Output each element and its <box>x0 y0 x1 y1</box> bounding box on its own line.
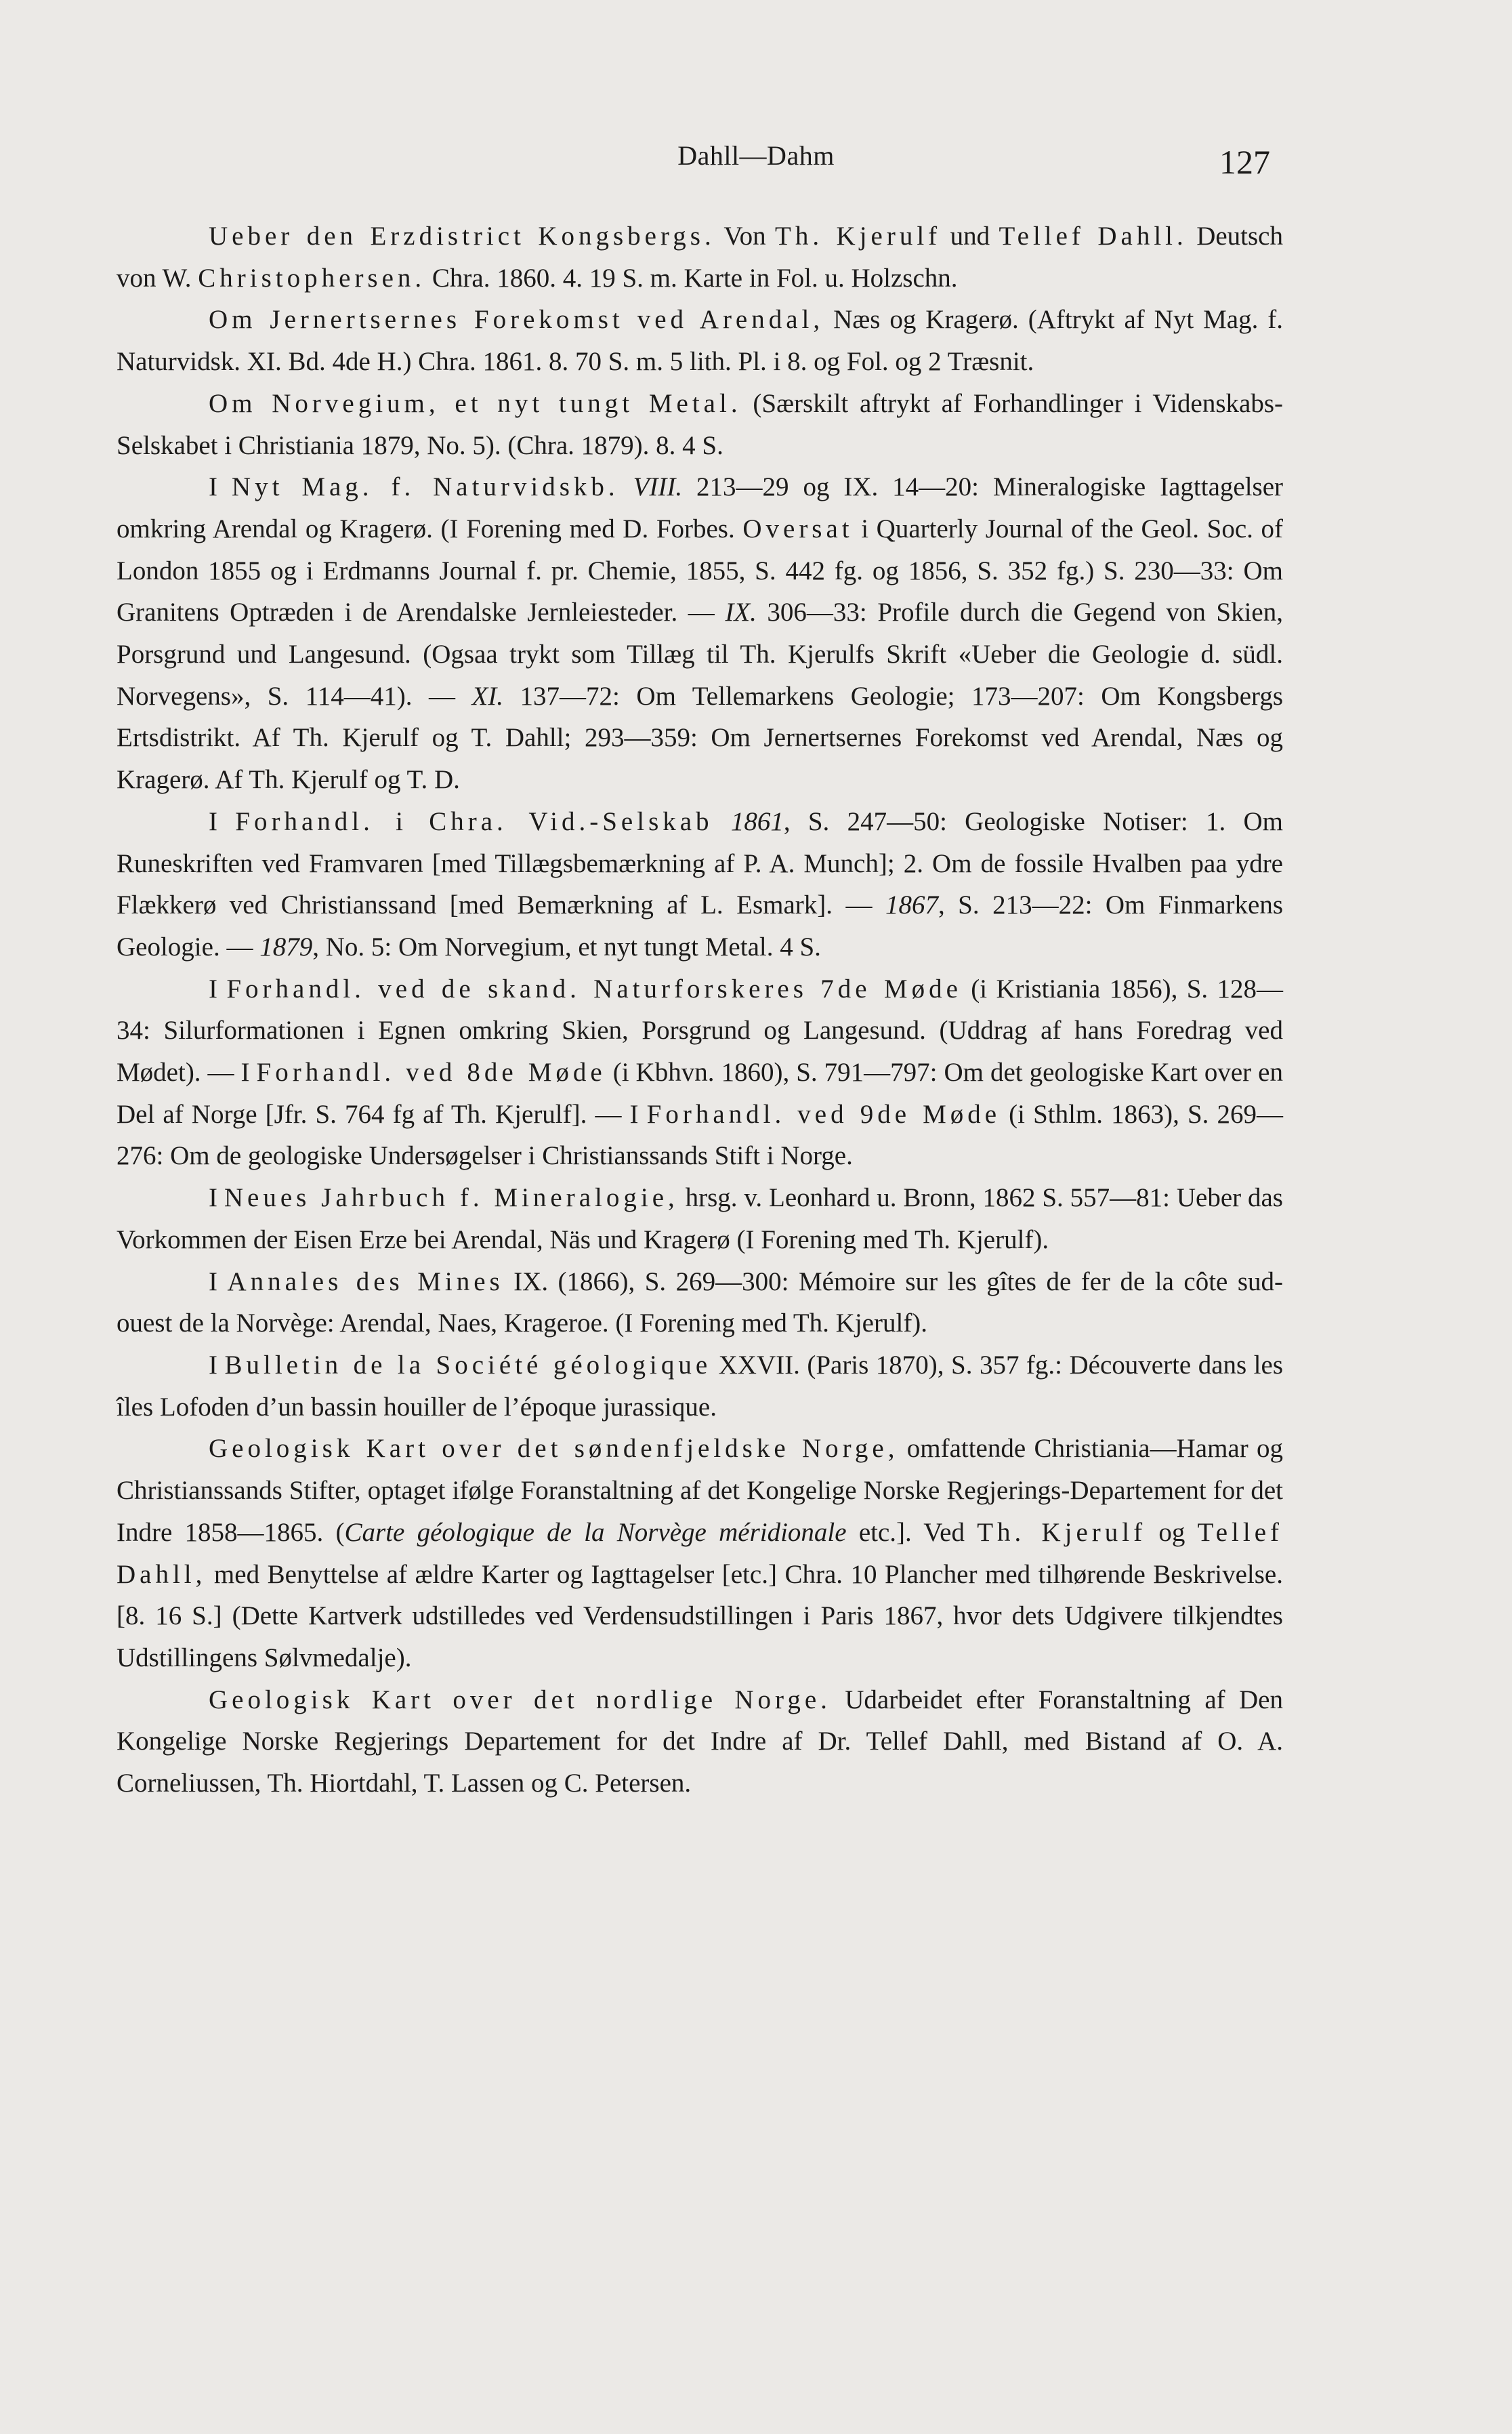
text-run: Tellef Dahll. <box>999 222 1188 251</box>
text-run: i Quarterly Journal of the Geol. Soc. of London 1855 og i Erdmanns Journal f. pr. Chemie, 1855, S. 442 fg. og 1856, S. 352 fg.) S. 230—33: Om Granitens Optræden i de Arendalske Jernleiesteder. — <box>117 514 1283 627</box>
text-run: Forhandl. ved de skand. Naturforskeres 7de Møde <box>226 974 962 1004</box>
text-run: etc.]. Ved <box>846 1517 978 1547</box>
text-run: Bulletin de la Société géologique <box>224 1350 712 1380</box>
text-run: Oversat <box>742 514 854 543</box>
text-run: I <box>209 1183 224 1213</box>
page-number: 127 <box>1219 143 1270 181</box>
entry-paragraph <box>117 1428 1283 1678</box>
text-run <box>619 472 633 501</box>
text-run: , S. 213—22: Om Finmarkens Geologie. — <box>117 890 1284 962</box>
text-run: Forhandl. ved 8de Møde <box>256 1058 606 1088</box>
text-run: IX. (1866), S. 269—300: Mémoire sur les gîtes de fer de la côte sud-ouest de la Norvège: Arendal, Naes, Krageroe. (I Forening med Th. Kjerulf). <box>117 1266 1283 1338</box>
text-run: und <box>941 222 999 251</box>
text-run: XXVII. (Paris 1870), S. 357 fg.: Découverte dans les îles Lofoden d’un bassin houiller de l’époque jurassique. <box>117 1350 1284 1422</box>
text-run: 1879 <box>259 932 313 962</box>
text-run: Carte géologique de la Norvège méridionale <box>344 1517 847 1547</box>
text-run: Th. Kjerulf <box>977 1517 1147 1547</box>
text-run: 1867 <box>885 890 938 920</box>
entry-paragraph <box>117 299 1283 382</box>
entry-paragraph <box>117 1344 1283 1428</box>
text-run: og <box>1146 1517 1198 1547</box>
text-run: Udarbeidet efter Foranstaltning af Den Kongelige Norske Regjerings Departement for det Indre af Dr. Tellef Dahll, med Bistand af O. A. Corneliussen, Th. Hiortdahl, T. Lassen og C. Petersen. <box>117 1685 1283 1798</box>
text-run: VIII. <box>633 472 683 502</box>
entry-paragraph <box>117 1261 1283 1344</box>
text-run: Geologisk Kart over det søndenfjeldske Norge, <box>209 1434 899 1464</box>
entry-paragraph <box>117 968 1283 1178</box>
entry-paragraph <box>117 801 1283 968</box>
text-run: (i Sthlm. 1863), S. 269—276: Om de geologiske Undersøgelser i Christianssands Stift i Norge. <box>117 1099 1283 1171</box>
text-run: I <box>209 974 227 1004</box>
text-run: I <box>209 806 236 836</box>
text-run: XI. <box>471 681 504 711</box>
text-run: Tellef Dahll, <box>117 1517 1283 1589</box>
text-run: Deutsch von W. <box>117 222 1283 293</box>
text-run: Chra. 1860. 4. 19 S. m. Karte in Fol. u. Holzschn. <box>425 263 958 293</box>
text-run: (i Kbhvn. 1860), S. 791—797: Om det geologiske Kart over en Del af Norge [Jfr. S. 764 fg af Th. Kjerulf]. — I <box>117 1058 1283 1129</box>
running-head: Dahll—Dahm <box>677 140 835 171</box>
text-run: Neues Jahrbuch f. Mineralogie, <box>224 1183 679 1213</box>
text-run: , S. 247—50: Geologiske Notiser: 1. Om Runeskriften ved Framvaren [med Tillægsbemærkning af P. A. Munch]; 2. Om de fossile Hvalben paa ydre Flækkerø ved Christianssand [med Bemærkning af L. Esmark]. — <box>117 806 1284 920</box>
text-run: Th. Kjerulf <box>775 222 942 251</box>
text-run: I <box>209 472 232 502</box>
entry-paragraph <box>117 1177 1283 1260</box>
text-run: Nyt Mag. f. Naturvidskb. <box>231 472 619 502</box>
text-run: Annales des Mines <box>227 1266 504 1296</box>
text-run: Om Jernertsernes Forekomst ved Arendal, <box>209 305 824 335</box>
text-run: omfattende Christiania—Hamar og Christianssands Stifter, optaget ifølge Foranstaltning af det Kongelige Norske Regjerings-Departement for det Indre 1858—1865. ( <box>117 1434 1284 1547</box>
text-run: hrsg. v. Leonhard u. Bronn, 1862 S. 557—81: Ueber das Vorkommen der Eisen Erze bei Arendal, Näs und Kragerø (I Forening med Th. Kjerulf). <box>117 1183 1283 1254</box>
text-run: I <box>209 1266 228 1296</box>
text-run: 213—29 og IX. 14—20: Mineralogiske Iagttagelser omkring Arendal og Kragerø. (I Forening med D. Forbes. <box>117 472 1284 543</box>
text-run: , No. 5: Om Norvegium, et nyt tungt Metal. 4 S. <box>312 932 821 962</box>
text-run: 306—33: Profile durch die Gegend von Skien, Porsgrund und Langesund. (Ogsaa trykt som Tillæg til Th. Kjerulfs Skrift «Ueber die Geologie d. südl. Norvegens», S. 114—41). — <box>117 598 1283 711</box>
text-run: I <box>209 1350 225 1380</box>
bibliography-text <box>117 215 1283 1804</box>
text-run: 137—72: Om Tellemarkens Geologie; 173—207: Om Kongsbergs Ertsdistrikt. Af Th. Kjerulf og T. Dahll; 293—359: Om Jernertsernes Forekomst ved Arendal, Næs og Kragerø. Af Th. Kjerulf og T. D. <box>117 681 1283 795</box>
text-run: Von <box>715 222 776 251</box>
text-run: 1861 <box>730 806 784 836</box>
text-run: (Særskilt aftrykt af Forhandlinger i Videnskabs-Selskabet i Christiania 1879, No. 5). (Chra. 1879). 8. 4 S. <box>117 388 1283 460</box>
text-run: IX. <box>725 598 757 627</box>
entry-paragraph <box>117 466 1283 801</box>
text-run: med Benyttelse af ældre Karter og Iagttagelser [etc.] Chra. 10 Plancher med tilhørende Beskrivelse. [8. 16 S.] (Dette Kartverk udstilledes ved Verdensudstillingen i Paris 1867, hvor dets Udgivere tilkjendtes Udstillingens Sølvmedalje). <box>117 1559 1283 1672</box>
text-run: Om Norvegium, et nyt tungt Metal. <box>209 388 742 418</box>
text-run: (i Kristiania 1856), S. 128—34: Silurformationen i Egnen omkring Skien, Porsgrund og Langesund. (Uddrag af hans Foredrag ved Mødet). — I <box>117 974 1283 1088</box>
text-run: Forhandl. ved 9de Møde <box>646 1099 1001 1129</box>
text-run: Ueber den Erzdistrict Kongsbergs. <box>209 222 715 251</box>
text-run: Forhandl. i Chra. Vid.-Selskab <box>235 806 713 836</box>
text-run: Christophersen. <box>198 263 426 293</box>
text-run: Geologisk Kart over det nordlige Norge. <box>209 1685 831 1714</box>
entry-paragraph <box>117 383 1283 466</box>
entry-paragraph <box>117 1679 1283 1804</box>
text-run <box>713 807 731 836</box>
entry-paragraph <box>117 215 1283 299</box>
text-run: Næs og Kragerø. (Aftrykt af Nyt Mag. f. Naturvidsk. XI. Bd. 4de H.) Chra. 1861. 8. 70 S. m. 5 lith. Pl. i 8. og Fol. og 2 Træsnit. <box>117 305 1284 377</box>
